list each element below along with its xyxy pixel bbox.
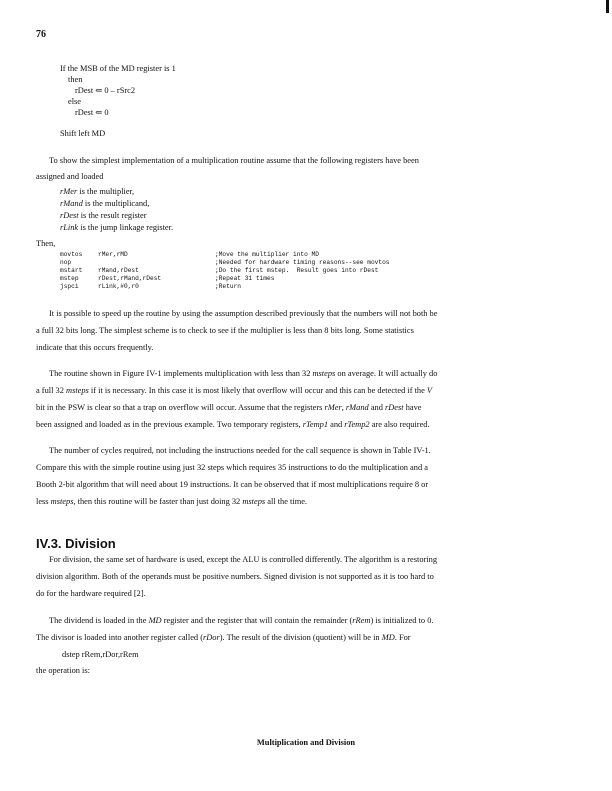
code-comment: ;Repeat 31 times: [215, 275, 275, 282]
para3-line1: The routine shown in Figure IV-1 implements multiplication with less than 32 msteps on average. It will actually do: [49, 369, 438, 378]
then-label: Then,: [36, 239, 56, 248]
para4-line3: Booth 2-bit algorithm that will need about 19 instructions. It can be observed that if most multiplications require 8 or: [36, 480, 429, 489]
reg-item-multiplicand: rMand is the multiplicand,: [60, 199, 150, 208]
code-comment: ;Needed for hardware timing reasons--see movtos: [215, 259, 390, 266]
para4-line2: Compare this with the simple routine using just 32 steps which requires 35 instructions to do the multiplication and a: [36, 463, 428, 472]
para2-line2: a full 32 bits long. The simplest scheme is to check to see if the multiplier is less than 8 bits long. Some statistics: [36, 326, 414, 335]
section-heading: IV.3. Division: [36, 536, 116, 551]
pseudo-line-assign-zero: rDest ⇐ 0: [75, 108, 109, 117]
para5-line3: do for the hardware required [2].: [36, 589, 146, 598]
para6-line4: the operation is:: [36, 666, 90, 675]
pseudo-line-assign-neg: rDest ⇐ 0 – rSrc2: [75, 86, 136, 95]
reg-item-multiplier: rMer is the multiplier,: [60, 187, 135, 196]
page-number: 76: [36, 29, 46, 40]
para2-line1: It is possible to speed up the routine by using the assumption described previously that the numbers will not both be: [49, 309, 438, 318]
code-args: rMer,rMD: [98, 251, 128, 258]
pseudo-line-then: then: [68, 75, 83, 84]
code-comment: ;Move the multiplier into MD: [215, 251, 319, 258]
pseudo-line-else: else: [68, 97, 82, 106]
scan-edge-mark: [606, 0, 609, 13]
code-op: mstart: [60, 267, 83, 274]
code-op: jspci: [60, 283, 79, 290]
para5-line2: division algorithm. Both of the operands must be positive numbers. Signed division is not supported as it is too hard to: [36, 572, 434, 581]
para6-line2: The divisor is loaded into another register called (rDor). The result of the division (quotient) will be in MD. For: [36, 633, 411, 642]
para3-line3: bit in the PSW is clear so that a trap on overflow will occur. Assume that the registers rMer, rMand and rDest have: [36, 403, 422, 412]
para1-line1: To show the simplest implementation of a multiplication routine assume that the following registers have been: [49, 156, 419, 165]
code-comment: ;Return: [215, 283, 241, 290]
para4-line1: The number of cycles required, not including the instructions needed for the call sequence is shown in Table IV-1.: [49, 446, 431, 455]
code-args: rLink,#0,r0: [98, 283, 139, 290]
reg-item-link: rLink is the jump linkage register.: [60, 223, 174, 232]
reg-item-result: rDest is the result register: [60, 211, 147, 220]
para4-line4: less msteps, then this routine will be faster than just doing 32 msteps all the time.: [36, 497, 308, 506]
pseudo-line-shift: Shift left MD: [60, 129, 106, 138]
para6-line1: The dividend is loaded in the MD register and the register that will contain the remainder (rRem) is initialized to 0.: [49, 616, 434, 625]
para1-line2: assigned and loaded: [36, 172, 104, 181]
code-comment: ;Do the first mstep. Result goes into rDest: [215, 267, 379, 274]
para3-line4: been assigned and loaded as in the previous example. Two temporary registers, rTemp1 and rTemp2 are also required.: [36, 420, 430, 429]
para3-line2: a full 32 msteps if it is necessary. In this case it is most likely that overflow will occur and this can be detected if the V: [36, 386, 433, 395]
para5-line1: For division, the same set of hardware is used, except the ALU is controlled differently. The algorithm is a restoring: [49, 555, 438, 564]
dstep-example: dstep rRem,rDor,rRem: [62, 650, 139, 659]
para2-line3: indicate that this occurs frequently.: [36, 343, 154, 352]
code-op: movtos: [60, 251, 83, 258]
code-args: rDest,rMand,rDest: [98, 275, 162, 282]
page-footer: Multiplication and Division: [256, 738, 356, 747]
code-op: mstep: [60, 275, 79, 282]
code-args: rMand,rDest: [98, 267, 139, 274]
pseudo-line-if: If the MSB of the MD register is 1: [60, 64, 176, 73]
code-op: nop: [60, 259, 72, 266]
